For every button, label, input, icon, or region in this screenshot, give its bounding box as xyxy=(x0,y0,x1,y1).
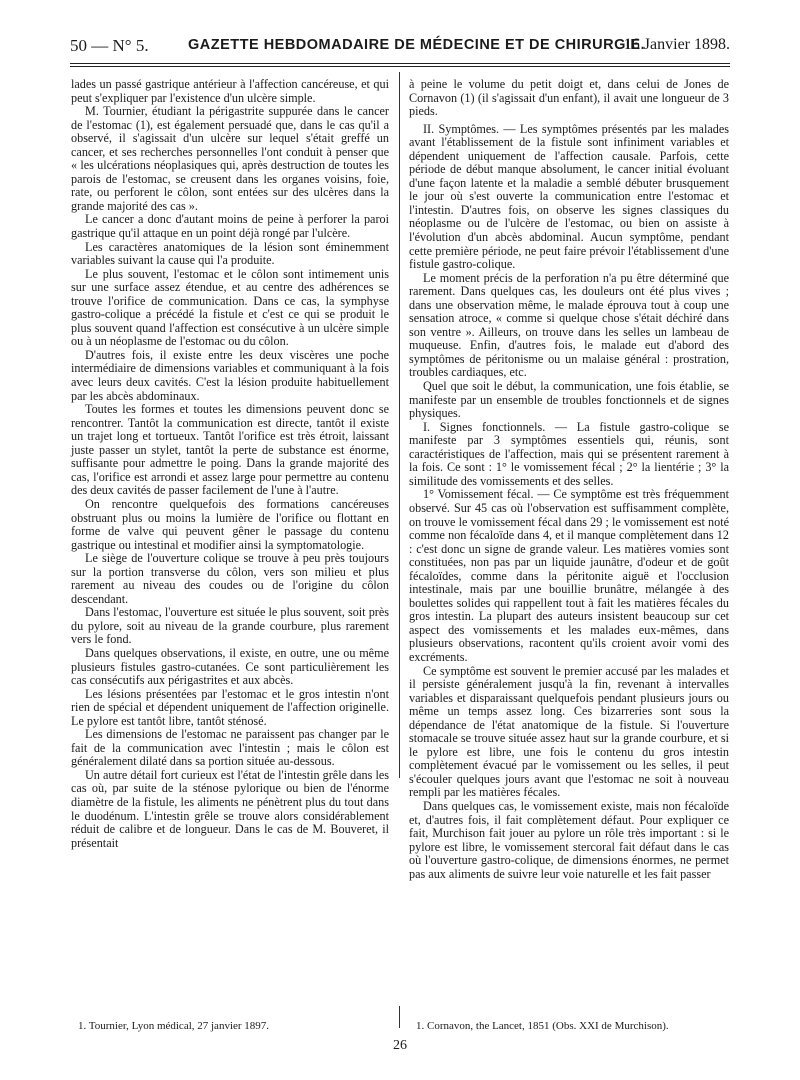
left-column xyxy=(71,77,389,850)
footnote-left: 1. Tournier, Lyon médical, 27 janvier 1897. xyxy=(78,1020,270,1032)
page-number: 26 xyxy=(393,1038,407,1053)
issue-date: 16 Janvier 1898. xyxy=(623,36,730,53)
paragraph: 1° Vomissement fécal. — Ce symptôme est très fréquemment observé. Sur 45 cas où l'observation est suffisamment complète, on trouve le vomissement fécal dans 29 ; le vomissement est noté comme non fécaloïde dans 4, et il manque complètement dans 12 : c'est donc un signe de grande valeur. Les matières vomies sont constituées, non pas par un liquide jaunâtre, d'odeur et de goût fécaloïdes, comme dans la péritonite aiguë et l'occlusion intestinale, mais par une bouillie brunâtre, mélangée à des boulettes solides qui rappellent tout à fait les matières fécales du gros intestin. La plupart des auteurs insistent beaucoup sur cet aspect des vomissements et les malades eux-mêmes, dans plusieurs observations, racontent qu'ils croient avoir vomi des excréments. xyxy=(409,487,729,664)
paragraph: I. Signes fonctionnels. — La fistule gastro-colique se manifeste par 3 symptômes essentiels qui, réunis, sont caractéristiques de l'affection, mais qui se présentent rarement à la fois. Ce sont : 1° le vomissement fécal ; 2° la lientérie ; 3° la similitude des vomissements et des selles. xyxy=(409,419,729,488)
paragraph: Toutes les formes et toutes les dimensions peuvent donc se rencontrer. Tantôt la communication est directe, tantôt il existe un trajet long et tortueux. Tantôt l'orifice est très étroit, laissant juste passer un stylet, tantôt la perte de substance est énorme, suffisante pour admettre le poing. Dans la grande majorité des cas, l'orifice est arrondi et assez large pour permettre au contenu des deux cavités de passer facilement de l'une à l'autre. xyxy=(71,402,389,498)
paragraph: On rencontre quelquefois des formations cancéreuses obstruant plus ou moins la lumière de l'orifice ou flottant en forme de valve qui peuvent gêner le passage du contenu gastrique ou intestinal et modifier ainsi la symptomatologie. xyxy=(71,496,389,552)
paragraph: Dans l'estomac, l'ouverture est située le plus souvent, soit près du pylore, soit au niveau de la grande courbure, plus rarement vers le fond. xyxy=(71,605,389,647)
header-rule-top xyxy=(70,63,730,64)
paragraph: Les caractères anatomiques de la lésion sont éminemment variables suivant la cause qui l'a produite. xyxy=(71,239,389,268)
paragraph: D'autres fois, il existe entre les deux viscères une poche intermédiaire de dimensions variables et communiquant à la fois avec leurs deux cavités. C'est la lésion produite habituellement par les abcès abdominaux. xyxy=(71,347,389,403)
right-column xyxy=(409,77,729,881)
paragraph: Dans quelques observations, il existe, en outre, une ou même plusieurs fistules gastro-cutanées. Ce sont particulièrement les cas consécutifs aux périgastrites et aux abcès. xyxy=(71,645,389,688)
paragraph: Le cancer a donc d'autant moins de peine à perforer la paroi gastrique qu'il attaque en un point déjà rongé par l'ulcère. xyxy=(71,212,389,241)
paragraph: Quel que soit le début, la communication, une fois établie, se manifeste par un ensemble de troubles fonctionnels et de signes physiques. xyxy=(409,379,729,421)
paragraph: Le moment précis de la perforation n'a pu être déterminé que rarement. Dans quelques cas, les douleurs ont été plus vives ; dans une observation même, le malade éprouva tout à coup une sensation atroce, « comme si quelque chose s'était déchiré dans son ventre ». Ailleurs, on trouve dans les selles un lambeau de muqueuse. Enfin, d'autres fois, le malade eut d'abord des symptômes de péritonisme ou un malaise général : prostration, troubles cardiaques, etc. xyxy=(409,270,729,380)
section-heading-paragraph: II. Symptômes. — Les symptômes présentés par les malades avant l'établissement de la fistule sont infiniment variables et dépendent uniquement de l'affection causale. Parfois, cette période de début manque absolument, le cancer initial évoluant d'une façon latente et la maladie a semblé débuter brusquement le jour où s'est ouverte la communication entre l'estomac et l'intestin. D'autres fois, on observe les signes classiques du néoplasme ou de l'ulcère de l'estomac, ou bien on assiste à l'évolution d'un abcès abdominal. Aucun symptôme, pendant cette première période, ne peut faire prévoir l'établissement d'une fistule gastro-colique. xyxy=(409,121,729,272)
paragraph: à peine le volume du petit doigt et, dans celui de Jones de Cornavon (1) (il s'agissait d'un enfant), il avait une longueur de 3 pieds. xyxy=(409,77,729,119)
paragraph: Les dimensions de l'estomac ne paraissent pas changer par le fait de la communication avec l'intestin ; mais le côlon est généralement dilaté dans sa portion située au-dessous. xyxy=(71,727,389,769)
paragraph: Un autre détail fort curieux est l'état de l'intestin grêle dans les cas où, par suite de la sténose pylorique ou bien de l'énorme diamètre de la fistule, les aliments ne pénètrent plus du tout dans le duodénum. L'intestin grêle se trouve alors considérablement réduit de calibre et de longueur. Dans le cas de M. Bouveret, il présentait xyxy=(71,767,389,850)
paragraph: Dans quelques cas, le vomissement existe, mais non fécaloïde et, d'autres fois, il fait complètement défaut. Pour expliquer ce fait, Murchison fait jouer au pylore un rôle très important : si le pylore est libre, le vomissement stercoral fait défaut dans le cas où l'ouverture gastro-colique, de dimensions énormes, ne permet pas aux aliments de suivre leur voie naturelle et les fait passer xyxy=(409,798,729,881)
column-divider xyxy=(399,72,400,778)
paragraph: Le siège de l'ouverture colique se trouve à peu près toujours sur la portion transverse du côlon, vers son milieu et plus rarement au niveau des coudes ou de l'origine du côlon descendant. xyxy=(71,551,389,606)
journal-title: GAZETTE HEBDOMADAIRE DE MÉDECINE ET DE CHIRURGIE. xyxy=(188,37,646,53)
footnote-right: 1. Cornavon, the Lancet, 1851 (Obs. XXI de Murchison). xyxy=(416,1020,669,1032)
footnote-divider xyxy=(399,1006,400,1028)
paragraph: M. Tournier, étudiant la périgastrite suppurée dans le cancer de l'estomac (1), est également persuadé que, dans le cas qu'il a observé, il s'agissait d'un ulcère sur lequel s'était greffé un cancer, et ses recherches personnelles l'ont conduit à penser que « les ulcérations néoplasiques qui, après destruction de toutes les parois de l'estomac, se creusent dans les organes voisins, foie, rate, ou perforent le côlon, sont entées sur des ulcères dans la grande majorité des cas ». xyxy=(71,104,389,213)
running-header xyxy=(70,36,730,58)
header-rule-bottom xyxy=(70,66,730,67)
paragraph: Ce symptôme est souvent le premier accusé par les malades et il persiste généralement jusqu'à la fin, revenant à intervalles variables et disparaissant quelquefois pendant plusieurs jours ou même un temps assez long. Ces bizarreries sont sous la dépendance de l'état anatomique de la fistule. Si l'ouverture stomacale se trouve située assez haut sur la grande courbure, et si le pylore est libre, une fois le contenu du gros intestin complètement évacué par le vomissement ou les selles, il peut s'écouler quelques jours avant que l'estomac ne soit à nouveau rempli par les matières fécales. xyxy=(409,663,729,800)
page-label: 50 — N° 5. xyxy=(70,36,149,55)
paragraph: lades un passé gastrique antérieur à l'affection cancéreuse, et qui peut s'expliquer par l'existence d'un ulcère simple. xyxy=(71,77,389,105)
paragraph: Le plus souvent, l'estomac et le côlon sont intimement unis sur une surface assez étendue, et au centre des adhérences se trouve l'orifice de communication. Dans ce cas, la symphyse gastro-colique a précédé la fistule et c'est ce qui se produit le plus souvent quand l'affection est consécutive à un ulcère simple ou à un néoplasme de l'estomac ou du côlon. xyxy=(71,266,389,349)
paragraph: Les lésions présentées par l'estomac et le gros intestin n'ont rien de spécial et dépendent uniquement de l'affection originelle. Le pylore est tantôt libre, tantôt sténosé. xyxy=(71,686,389,728)
